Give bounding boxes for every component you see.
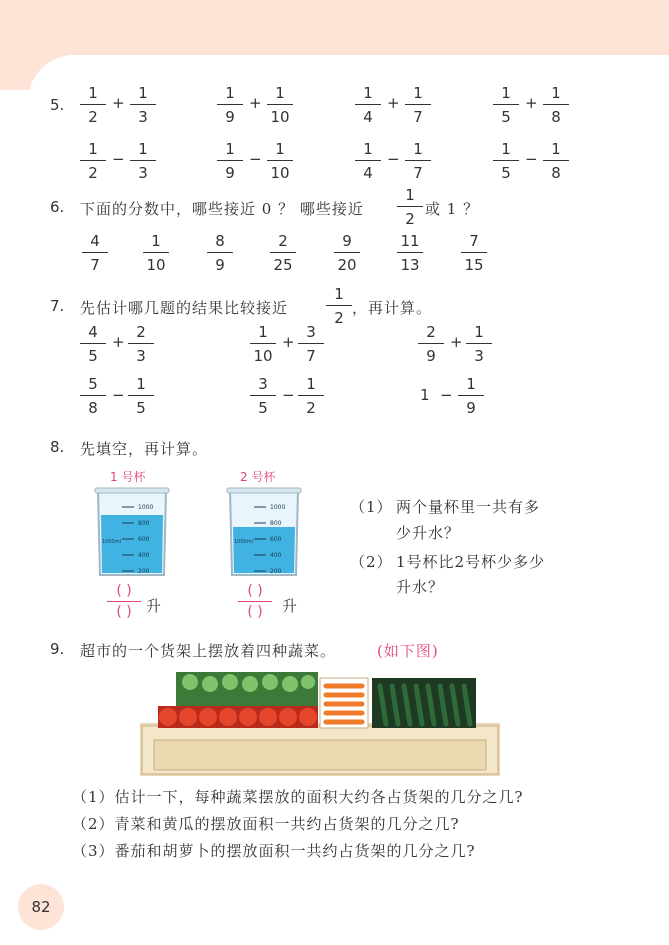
q8-sub1-line1: 两个量杯里一共有多 [396,498,541,516]
fraction [298,375,324,417]
denominator: 8 [551,164,561,182]
cup2-mark-400: 400 [270,552,282,559]
numerator: 1 [413,84,423,102]
denominator: 3 [136,347,146,365]
cup1-label: 1 号杯 [110,470,146,484]
q9-sub3: （3）番茄和胡萝卜的摆放面积一共约占货架的几分之几? [72,842,476,860]
fraction [543,84,569,126]
numerator: 3 [306,323,316,341]
numerator: 1 [306,375,316,393]
cup1-mark-1000: 1000 [138,504,154,511]
beaker-1-image [92,485,172,580]
fraction [355,140,381,182]
numerator: 1 [363,84,373,102]
operator: + [525,94,538,112]
numerator: 11 [400,232,420,250]
fraction [355,84,381,126]
fraction [128,375,154,417]
numerator: 1 [258,323,268,341]
fraction [466,323,492,365]
numerator: 9 [342,232,352,250]
denominator: 13 [400,256,420,274]
numerator: 1 [151,232,161,250]
denominator: 20 [337,256,357,274]
operator: − [249,150,262,168]
denominator: 8 [88,399,98,417]
denominator: 2 [306,399,316,417]
cup2-unit-label: 升 [282,597,298,615]
operator: + [249,94,262,112]
operator: − [387,150,400,168]
cup2-mark-200: 200 [270,568,282,575]
numerator: 4 [90,232,100,250]
cup2-unit: 1000ml [234,539,253,545]
q8-sub2-line1: 1号杯比2号杯少多少 [396,553,546,571]
q8-sub1-number: （1） [350,498,393,516]
fraction [217,84,243,126]
cup1-answer-fraction [107,583,141,620]
numerator: 4 [88,323,98,341]
cup1-unit: 1000ml [102,539,121,545]
cup1-mark-600: 600 [138,536,150,543]
numerator: 1 [474,323,484,341]
operator: + [387,94,400,112]
q6-number: 6. [50,198,65,216]
operator: − [440,386,453,404]
fraction [217,140,243,182]
numerator: 1 [334,285,344,303]
fraction [397,232,423,274]
cup1-unit-label: 升 [146,597,162,615]
numerator: 1 [136,375,146,393]
cup2-mark-1000: 1000 [270,504,286,511]
cup2-mark-800: 800 [270,520,282,527]
numerator: 7 [469,232,479,250]
numerator: 8 [215,232,225,250]
q7-number: 7. [50,297,65,315]
beaker-2-image [224,485,304,580]
numerator: 1 [88,140,98,158]
denominator: 5 [88,347,98,365]
fraction [405,140,431,182]
denominator: 15 [464,256,484,274]
numerator: 1 [466,375,476,393]
denominator: 2 [88,164,98,182]
denominator: 3 [138,164,148,182]
fraction [82,232,108,274]
denominator: 4 [363,164,373,182]
fraction [458,375,484,417]
fraction [270,232,296,274]
numerator: 1 [225,140,235,158]
numerator: 1 [551,84,561,102]
q6-half-fraction [397,186,423,228]
numerator: 1 [363,140,373,158]
q6-text-a: 下面的分数中，哪些接近 0 ？ 哪些接近 [80,200,364,218]
denominator: 9 [225,164,235,182]
q7-half-fraction [326,285,352,327]
numerator: 2 [136,323,146,341]
numerator: 1 [225,84,235,102]
q8-sub2-line2: 升水？ [396,578,445,596]
fraction [207,232,233,274]
numerator: 1 [405,186,415,204]
blank-denominator[interactable]: ( ) [116,604,132,620]
fraction [267,140,293,182]
cup2-answer-fraction [238,583,272,620]
fraction [80,375,106,417]
fraction [130,84,156,126]
numerator: 2 [426,323,436,341]
cup1-mark-200: 200 [138,568,150,575]
operator: − [112,386,125,404]
q9-text: 超市的一个货架上摆放着四种蔬菜。 [80,642,337,660]
cup1-mark-400: 400 [138,552,150,559]
fraction [250,375,276,417]
numerator: 1 [138,84,148,102]
denominator: 5 [136,399,146,417]
fraction [143,232,169,274]
operator: + [282,333,295,351]
numerator: 1 [138,140,148,158]
denominator: 2 [88,108,98,126]
numerator: 1 [413,140,423,158]
denominator: 9 [466,399,476,417]
fraction [128,323,154,365]
operator: − [282,386,295,404]
operator: + [112,333,125,351]
q8-sub1-line2: 少升水？ [396,524,461,542]
operator: + [450,333,463,351]
denominator: 5 [501,164,511,182]
numerator: 1 [275,140,285,158]
denominator: 7 [413,108,423,126]
q9-number: 9. [50,640,65,658]
cup2-mark-600: 600 [270,536,282,543]
q8-sub2-number: （2） [350,553,393,571]
page-number: 82 [18,884,64,930]
denominator: 9 [426,347,436,365]
blank-denominator[interactable]: ( ) [247,604,263,620]
cup2-label: 2 号杯 [240,470,276,484]
fraction [250,323,276,365]
q8-text: 先填空，再计算。 [80,440,209,458]
fraction [543,140,569,182]
operator: − [525,150,538,168]
denominator: 3 [474,347,484,365]
numerator: 3 [258,375,268,393]
fraction [405,84,431,126]
whole-number: 1 [420,386,430,404]
numerator: 1 [501,140,511,158]
denominator: 7 [90,256,100,274]
vegetable-shelf-image [140,668,500,776]
q7-text-b: ，再计算。 [352,299,433,317]
denominator: 7 [306,347,316,365]
q9-sub1: （1）估计一下，每种蔬菜摆放的面积大约各占货架的几分之几? [72,788,524,806]
denominator: 2 [334,309,344,327]
numerator: 1 [551,140,561,158]
denominator: 7 [413,164,423,182]
fraction [130,140,156,182]
numerator: 1 [501,84,511,102]
fraction [80,323,106,365]
numerator: 1 [88,84,98,102]
q5-number: 5. [50,96,65,114]
denominator: 9 [225,108,235,126]
numerator: 2 [278,232,288,250]
denominator: 8 [551,108,561,126]
blank-numerator[interactable]: ( ) [116,583,132,599]
denominator: 25 [273,256,293,274]
fraction [461,232,487,274]
fraction [80,140,106,182]
numerator: 1 [275,84,285,102]
cup1-mark-800: 800 [138,520,150,527]
denominator: 4 [363,108,373,126]
denominator: 10 [270,108,290,126]
fraction [493,84,519,126]
blank-numerator[interactable]: ( ) [247,583,263,599]
operator: + [112,94,125,112]
numerator: 5 [88,375,98,393]
q6-text-b: 或 1 ？ [425,200,480,218]
fraction [267,84,293,126]
q9-sub2: （2）青菜和黄瓜的摆放面积一共约占货架的几分之几? [72,815,460,833]
denominator: 5 [501,108,511,126]
q9-note: (如下图) [377,642,439,660]
q7-text-a: 先估计哪几题的结果比较接近 [80,299,289,317]
operator: − [112,150,125,168]
denominator: 5 [258,399,268,417]
fraction [418,323,444,365]
q8-number: 8. [50,438,65,456]
denominator: 9 [215,256,225,274]
fraction [80,84,106,126]
denominator: 10 [146,256,166,274]
fraction [298,323,324,365]
fraction [493,140,519,182]
denominator: 10 [253,347,273,365]
fraction [334,232,360,274]
denominator: 10 [270,164,290,182]
denominator: 3 [138,108,148,126]
denominator: 2 [405,210,415,228]
